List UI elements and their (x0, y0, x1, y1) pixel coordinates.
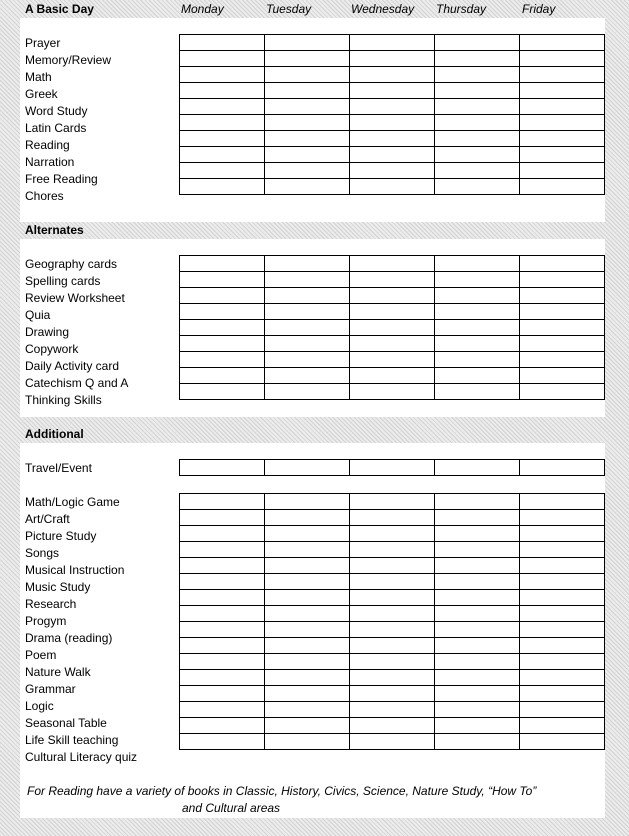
table-row (180, 304, 605, 320)
row-label: Drama (reading) (25, 631, 113, 645)
table-row (180, 83, 605, 99)
schedule-cell[interactable] (350, 510, 435, 526)
schedule-cell[interactable] (180, 638, 265, 654)
schedule-cell[interactable] (350, 384, 435, 400)
day-header-wednesday: Wednesday (351, 2, 415, 16)
schedule-cell[interactable] (435, 384, 520, 400)
row-label: Prayer (25, 36, 61, 50)
schedule-cell[interactable] (520, 526, 605, 542)
schedule-cell[interactable] (180, 542, 265, 558)
schedule-cell[interactable] (350, 147, 435, 163)
schedule-cell[interactable] (520, 272, 605, 288)
schedule-cell[interactable] (435, 115, 520, 131)
table-row (180, 131, 605, 147)
schedule-cell[interactable] (350, 352, 435, 368)
schedule-cell[interactable] (265, 718, 350, 734)
schedule-cell[interactable] (265, 67, 350, 83)
schedule-cell[interactable] (265, 51, 350, 67)
schedule-cell[interactable] (520, 734, 605, 750)
schedule-cell[interactable] (180, 115, 265, 131)
schedule-cell[interactable] (435, 51, 520, 67)
schedule-cell[interactable] (180, 384, 265, 400)
schedule-cell[interactable] (180, 272, 265, 288)
schedule-cell[interactable] (350, 702, 435, 718)
row-label: Music Study (25, 580, 91, 594)
table-row (180, 606, 605, 622)
row-label: Daily Activity card (25, 359, 120, 373)
day-header-tuesday: Tuesday (266, 2, 312, 16)
schedule-cell[interactable] (350, 590, 435, 606)
schedule-cell[interactable] (265, 368, 350, 384)
schedule-cell[interactable] (520, 288, 605, 304)
schedule-cell[interactable] (520, 718, 605, 734)
schedule-cell[interactable] (265, 510, 350, 526)
schedule-cell[interactable] (435, 147, 520, 163)
schedule-cell[interactable] (435, 288, 520, 304)
row-label: Math (25, 70, 52, 84)
schedule-cell[interactable] (350, 115, 435, 131)
row-label-travel: Travel/Event (25, 461, 92, 475)
table-row (180, 115, 605, 131)
schedule-cell[interactable] (180, 288, 265, 304)
table-row (180, 67, 605, 83)
schedule-cell[interactable] (435, 179, 520, 195)
row-label: Word Study (25, 104, 88, 118)
schedule-cell[interactable] (520, 67, 605, 83)
schedule-cell[interactable] (435, 163, 520, 179)
schedule-cell[interactable] (180, 35, 265, 51)
day-header-thursday: Thursday (436, 2, 487, 16)
table-row (180, 352, 605, 368)
schedule-cell[interactable] (350, 654, 435, 670)
schedule-cell[interactable] (435, 320, 520, 336)
day-header-friday: Friday (522, 2, 556, 16)
schedule-cell[interactable] (265, 35, 350, 51)
schedule-cell[interactable] (435, 654, 520, 670)
schedule-cell[interactable] (435, 670, 520, 686)
row-label: Reading (25, 138, 70, 152)
schedule-cell[interactable] (520, 147, 605, 163)
table-row (180, 590, 605, 606)
schedule-cell[interactable] (265, 99, 350, 115)
schedule-cell[interactable] (520, 163, 605, 179)
page-title: A Basic Day (25, 2, 94, 16)
schedule-cell[interactable] (265, 288, 350, 304)
schedule-cell[interactable] (435, 336, 520, 352)
schedule-cell[interactable] (435, 131, 520, 147)
table-row (180, 510, 605, 526)
schedule-cell[interactable] (180, 590, 265, 606)
table-row (180, 638, 605, 654)
table-row (180, 35, 605, 51)
schedule-cell[interactable] (435, 718, 520, 734)
schedule-cell[interactable] (265, 304, 350, 320)
schedule-cell[interactable] (435, 304, 520, 320)
schedule-cell[interactable] (180, 336, 265, 352)
row-label: Drawing (25, 325, 70, 339)
schedule-cell[interactable] (520, 638, 605, 654)
schedule-cell[interactable] (520, 686, 605, 702)
schedule-cell[interactable] (350, 574, 435, 590)
schedule-cell[interactable] (350, 179, 435, 195)
schedule-cell[interactable] (435, 494, 520, 510)
schedule-cell[interactable] (520, 320, 605, 336)
schedule-cell[interactable] (520, 574, 605, 590)
schedule-cell[interactable] (520, 510, 605, 526)
schedule-cell[interactable] (350, 51, 435, 67)
schedule-cell[interactable] (180, 368, 265, 384)
table-row (180, 654, 605, 670)
schedule-cell[interactable] (265, 686, 350, 702)
row-label: Copywork (25, 342, 79, 356)
schedule-cell[interactable] (520, 304, 605, 320)
row-label: Musical Instruction (25, 563, 125, 577)
schedule-cell[interactable] (265, 638, 350, 654)
schedule-cell[interactable] (520, 542, 605, 558)
schedule-cell[interactable] (265, 336, 350, 352)
schedule-cell[interactable] (350, 99, 435, 115)
schedule-cell[interactable] (435, 352, 520, 368)
table-row (180, 686, 605, 702)
schedule-cell[interactable] (180, 99, 265, 115)
schedule-cell[interactable] (350, 272, 435, 288)
schedule-cell[interactable] (265, 734, 350, 750)
row-label: Progym (25, 614, 67, 628)
schedule-cell[interactable] (435, 460, 520, 476)
schedule-cell[interactable] (180, 670, 265, 686)
schedule-cell[interactable] (350, 606, 435, 622)
schedule-cell[interactable] (520, 460, 605, 476)
schedule-cell[interactable] (520, 606, 605, 622)
schedule-cell[interactable] (350, 542, 435, 558)
row-label: Poem (25, 648, 57, 662)
table-row (180, 670, 605, 686)
table-row (180, 384, 605, 400)
schedule-cell[interactable] (350, 670, 435, 686)
schedule-cell[interactable] (435, 526, 520, 542)
schedule-cell[interactable] (265, 654, 350, 670)
schedule-cell[interactable] (435, 542, 520, 558)
schedule-cell[interactable] (520, 590, 605, 606)
schedule-cell[interactable] (265, 622, 350, 638)
schedule-cell[interactable] (435, 734, 520, 750)
schedule-cell[interactable] (350, 494, 435, 510)
schedule-cell[interactable] (180, 179, 265, 195)
schedule-cell[interactable] (265, 494, 350, 510)
table-row (180, 542, 605, 558)
schedule-cell[interactable] (180, 622, 265, 638)
schedule-cell[interactable] (265, 320, 350, 336)
schedule-cell[interactable] (265, 702, 350, 718)
table-row (180, 558, 605, 574)
row-label: Latin Cards (25, 121, 87, 135)
row-label: Art/Craft (25, 512, 70, 526)
schedule-cell[interactable] (265, 606, 350, 622)
schedule-cell[interactable] (180, 131, 265, 147)
schedule-cell[interactable] (350, 686, 435, 702)
table-row (180, 163, 605, 179)
schedule-cell[interactable] (520, 494, 605, 510)
table-row (180, 179, 605, 195)
table-row (180, 622, 605, 638)
table-row (180, 718, 605, 734)
basic-day-grid (179, 34, 605, 195)
schedule-cell[interactable] (180, 686, 265, 702)
row-label: Research (25, 597, 77, 611)
schedule-cell[interactable] (520, 131, 605, 147)
schedule-cell[interactable] (435, 272, 520, 288)
schedule-cell[interactable] (350, 734, 435, 750)
schedule-cell[interactable] (265, 460, 350, 476)
row-label: Catechism Q and A (25, 376, 129, 390)
row-label: Logic (25, 699, 54, 713)
schedule-cell[interactable] (265, 670, 350, 686)
schedule-cell[interactable] (350, 368, 435, 384)
schedule-cell[interactable] (350, 718, 435, 734)
schedule-cell[interactable] (520, 670, 605, 686)
schedule-cell[interactable] (520, 384, 605, 400)
schedule-cell[interactable] (180, 320, 265, 336)
schedule-cell[interactable] (520, 654, 605, 670)
schedule-cell[interactable] (180, 494, 265, 510)
schedule-cell[interactable] (265, 256, 350, 272)
schedule-cell[interactable] (180, 606, 265, 622)
schedule-cell[interactable] (180, 67, 265, 83)
schedule-cell[interactable] (180, 304, 265, 320)
schedule-cell[interactable] (265, 115, 350, 131)
schedule-cell[interactable] (265, 163, 350, 179)
schedule-cell[interactable] (265, 179, 350, 195)
schedule-cell[interactable] (520, 558, 605, 574)
schedule-cell[interactable] (350, 638, 435, 654)
schedule-cell[interactable] (435, 606, 520, 622)
schedule-cell[interactable] (520, 256, 605, 272)
schedule-cell[interactable] (180, 654, 265, 670)
schedule-cell[interactable] (350, 304, 435, 320)
schedule-cell[interactable] (180, 352, 265, 368)
alternates-heading: Alternates (25, 223, 84, 237)
schedule-cell[interactable] (180, 574, 265, 590)
schedule-cell[interactable] (350, 163, 435, 179)
schedule-cell[interactable] (265, 147, 350, 163)
schedule-cell[interactable] (435, 35, 520, 51)
table-row (180, 336, 605, 352)
footer-note (20, 783, 605, 817)
row-label: Math/Logic Game (25, 495, 120, 509)
footer-note-line1: For Reading have a variety of books in Classic, History, Civics, Science, Nature Study, “How To” (27, 784, 537, 798)
schedule-cell[interactable] (520, 179, 605, 195)
additional-heading: Additional (25, 427, 84, 441)
schedule-cell[interactable] (520, 115, 605, 131)
schedule-cell[interactable] (180, 460, 265, 476)
schedule-cell[interactable] (350, 256, 435, 272)
schedule-cell[interactable] (435, 590, 520, 606)
schedule-cell[interactable] (435, 574, 520, 590)
schedule-cell[interactable] (520, 368, 605, 384)
schedule-cell[interactable] (520, 622, 605, 638)
schedule-cell[interactable] (435, 702, 520, 718)
row-label: Free Reading (25, 172, 98, 186)
schedule-cell[interactable] (180, 256, 265, 272)
schedule-cell[interactable] (265, 352, 350, 368)
schedule-cell[interactable] (265, 526, 350, 542)
schedule-cell[interactable] (265, 131, 350, 147)
schedule-cell[interactable] (265, 83, 350, 99)
schedule-cell[interactable] (520, 702, 605, 718)
schedule-cell[interactable] (435, 67, 520, 83)
schedule-cell[interactable] (265, 558, 350, 574)
schedule-cell[interactable] (350, 558, 435, 574)
row-label: Cultural Literacy quiz (25, 750, 138, 764)
schedule-cell[interactable] (265, 542, 350, 558)
table-row (180, 272, 605, 288)
schedule-cell[interactable] (520, 83, 605, 99)
schedule-cell[interactable] (435, 256, 520, 272)
schedule-cell[interactable] (180, 163, 265, 179)
schedule-cell[interactable] (435, 638, 520, 654)
additional-grid (179, 493, 605, 750)
schedule-cell[interactable] (350, 460, 435, 476)
row-label: Grammar (25, 682, 76, 696)
schedule-cell[interactable] (520, 51, 605, 67)
schedule-cell[interactable] (180, 526, 265, 542)
schedule-cell[interactable] (350, 320, 435, 336)
row-label: Songs (25, 546, 60, 560)
schedule-cell[interactable] (350, 526, 435, 542)
schedule-cell[interactable] (350, 35, 435, 51)
table-row (180, 99, 605, 115)
table-row (180, 368, 605, 384)
schedule-cell[interactable] (435, 83, 520, 99)
schedule-cell[interactable] (180, 510, 265, 526)
table-row (180, 288, 605, 304)
table-row (180, 320, 605, 336)
table-row (180, 494, 605, 510)
row-label: Chores (25, 189, 64, 203)
schedule-cell[interactable] (265, 272, 350, 288)
schedule-cell[interactable] (180, 83, 265, 99)
schedule-cell[interactable] (520, 352, 605, 368)
schedule-cell[interactable] (265, 590, 350, 606)
row-label: Picture Study (25, 529, 97, 543)
schedule-cell[interactable] (265, 384, 350, 400)
schedule-cell[interactable] (350, 67, 435, 83)
table-row (180, 147, 605, 163)
schedule-cell[interactable] (350, 622, 435, 638)
table-row (180, 702, 605, 718)
row-label: Review Worksheet (25, 291, 125, 305)
table-row (180, 574, 605, 590)
row-label: Greek (25, 87, 58, 101)
row-label: Seasonal Table (25, 716, 107, 730)
schedule-cell[interactable] (180, 51, 265, 67)
schedule-cell[interactable] (520, 99, 605, 115)
schedule-cell[interactable] (520, 336, 605, 352)
row-label: Spelling cards (25, 274, 101, 288)
table-row (180, 460, 605, 476)
row-label: Nature Walk (25, 665, 91, 679)
schedule-cell[interactable] (180, 702, 265, 718)
table-row (180, 256, 605, 272)
day-header-monday: Monday (181, 2, 224, 16)
table-row (180, 526, 605, 542)
row-label: Geography cards (25, 257, 118, 271)
schedule-cell[interactable] (435, 558, 520, 574)
row-label: Memory/Review (25, 53, 112, 67)
travel-grid (179, 459, 605, 476)
row-label: Life Skill teaching (25, 733, 119, 747)
table-row (180, 734, 605, 750)
schedule-cell[interactable] (180, 718, 265, 734)
schedule-cell[interactable] (435, 622, 520, 638)
row-label: Narration (25, 155, 75, 169)
schedule-cell[interactable] (350, 131, 435, 147)
schedule-cell[interactable] (435, 510, 520, 526)
schedule-cell[interactable] (350, 336, 435, 352)
schedule-cell[interactable] (180, 558, 265, 574)
schedule-cell[interactable] (350, 288, 435, 304)
alternates-grid (179, 255, 605, 400)
schedule-cell[interactable] (435, 686, 520, 702)
table-row (180, 51, 605, 67)
schedule-cell[interactable] (180, 147, 265, 163)
schedule-cell[interactable] (265, 574, 350, 590)
row-label: Quia (25, 308, 51, 322)
schedule-cell[interactable] (435, 368, 520, 384)
schedule-cell[interactable] (520, 35, 605, 51)
footer-note-line2: and Cultural areas (182, 801, 281, 815)
schedule-cell[interactable] (435, 99, 520, 115)
schedule-cell[interactable] (350, 83, 435, 99)
schedule-cell[interactable] (180, 734, 265, 750)
row-label: Thinking Skills (25, 393, 102, 407)
